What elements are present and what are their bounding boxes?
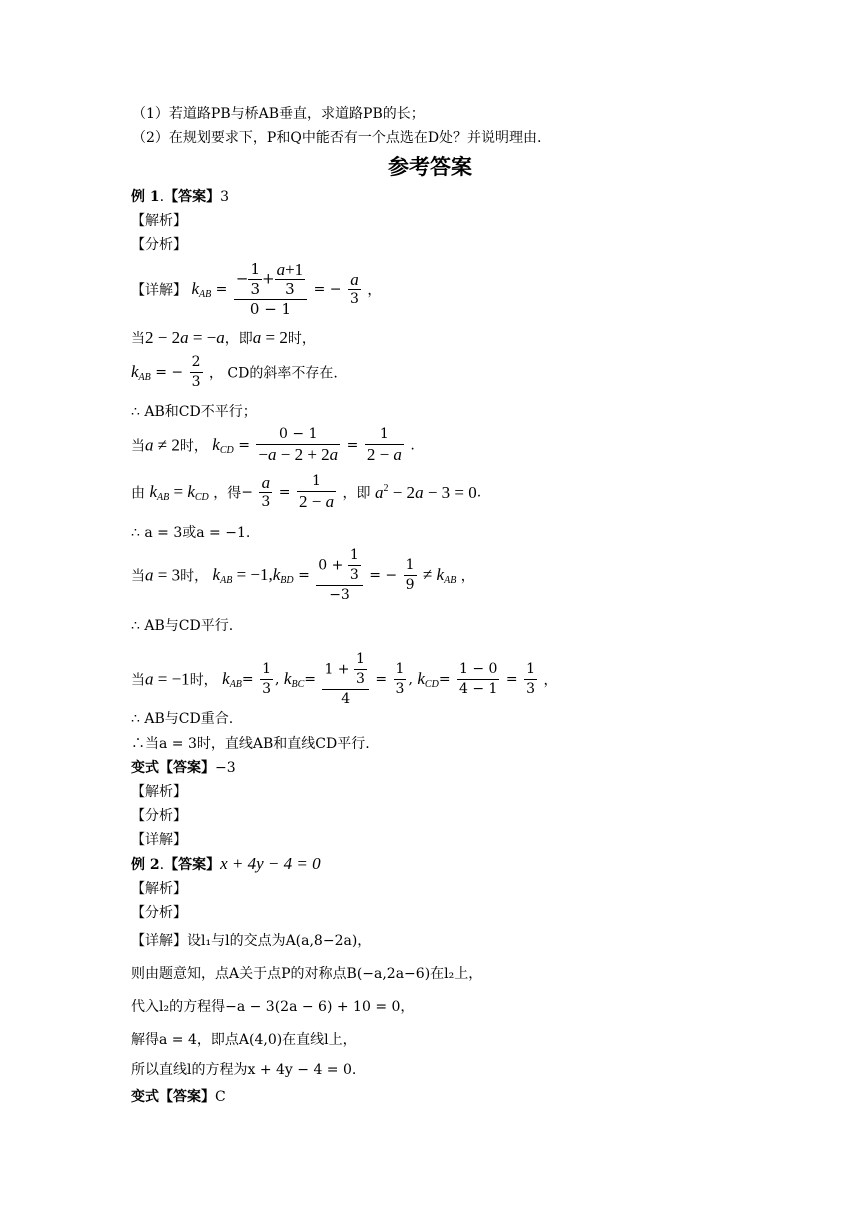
ex2-detail-2: 则由题意知，点A关于点P的对称点B(−a,2a−6)在l₂上， xyxy=(131,966,483,982)
ex1-coincide: ∴ AB与CD重合. xyxy=(131,711,234,727)
ex2-fenxi: 【分析】 xyxy=(131,905,187,921)
ex2-answer: 例 2.【答案】x + 4y − 4 = 0 xyxy=(131,854,321,873)
ex2-detail-5: 所以直线l的方程为x + 4y − 4 = 0. xyxy=(131,1062,357,1078)
ex2-jiexi: 【解析】 xyxy=(131,881,187,897)
ex1-case-a-neg1: 当a = −1时， $k_{AB}=$ $\frac{1}{3}$ , $k_{BC}=$ 1 + $\frac{1}{3}$ 4 = $\frac{1}{3}$ , $k_{CD}=$ $\frac{1 - 0}{4 - 1}$ = $\frac{1}{3}$ ， xyxy=(131,651,558,707)
var1-xiangjie: 【详解】 xyxy=(131,832,187,848)
ex1-not-parallel: ∴ AB和CD不平行； xyxy=(131,404,257,420)
ex1-parallel: ∴ AB与CD平行. xyxy=(131,618,234,634)
var1-answer: 变式【答案】−3 xyxy=(131,760,236,776)
ex2-detail-3: 代入l₂的方程得−a − 3(2a − 6) + 10 = 0， xyxy=(131,999,415,1015)
ex1-kab-value: $k_{AB}$ = − $\frac{2}{3}$ ， CD的斜率不存在. xyxy=(131,354,338,390)
var2-answer: 变式【答案】C xyxy=(131,1089,226,1105)
ex1-jiexi: 【解析】 xyxy=(131,213,187,229)
answers-title: 参考答案 xyxy=(388,155,472,179)
ex1-roots: ∴ a = 3或a = −1. xyxy=(131,525,251,541)
var1-jiexi: 【解析】 xyxy=(131,784,187,800)
ex2-detail-1: 【详解】设l₁与l的交点为A(a,8−2a)， xyxy=(131,933,372,949)
ex1-conclusion: ∴当a = 3时，直线AB和直线CD平行. xyxy=(131,736,370,752)
ex1-answer: 例 1.【答案】3 xyxy=(131,189,229,205)
var1-fenxi: 【分析】 xyxy=(131,808,187,824)
ex2-detail-4: 解得a = 4，即点A(4,0)在直线l上， xyxy=(131,1032,357,1048)
question-2: （2）在规划要求下，P和Q中能否有一个点选在D处？并说明理由. xyxy=(132,130,542,146)
ex1-fenxi: 【分析】 xyxy=(131,237,187,253)
ex1-case-a3: 当a = 3时， $k_{AB} = -1,k_{BD}$ = 0 + $\frac{1}{3}$ −3 = − $\frac{1}{9}$ ≠ $k_{AB}$ ， xyxy=(131,547,475,603)
ex1-case1: 当2 − 2a = −a，即a = 2时， xyxy=(131,328,316,347)
ex1-equation: 由 $k_{AB} = k_{CD}$ ，得− $\frac{a}{3}$ = $\frac{1}{2 - a}$ ，即 $a^2 - 2a - 3 = 0$. xyxy=(131,473,482,511)
ex1-kcd: 当a ≠ 2时， $k_{CD}$ = $\frac{0 - 1}{-a - 2 + 2a}$ = $\frac{1}{2 - a}$ . xyxy=(131,426,415,464)
ex1-detail-kab: 【详解】 $k_{AB}$ = − $\frac{1}{3}$ + $\frac{a+1}{3}$ 0 − 1 = − $\frac{a}{3}$ ， xyxy=(131,260,382,318)
question-1: （1）若道路PB与桥AB垂直，求道路PB的长； xyxy=(132,106,425,122)
